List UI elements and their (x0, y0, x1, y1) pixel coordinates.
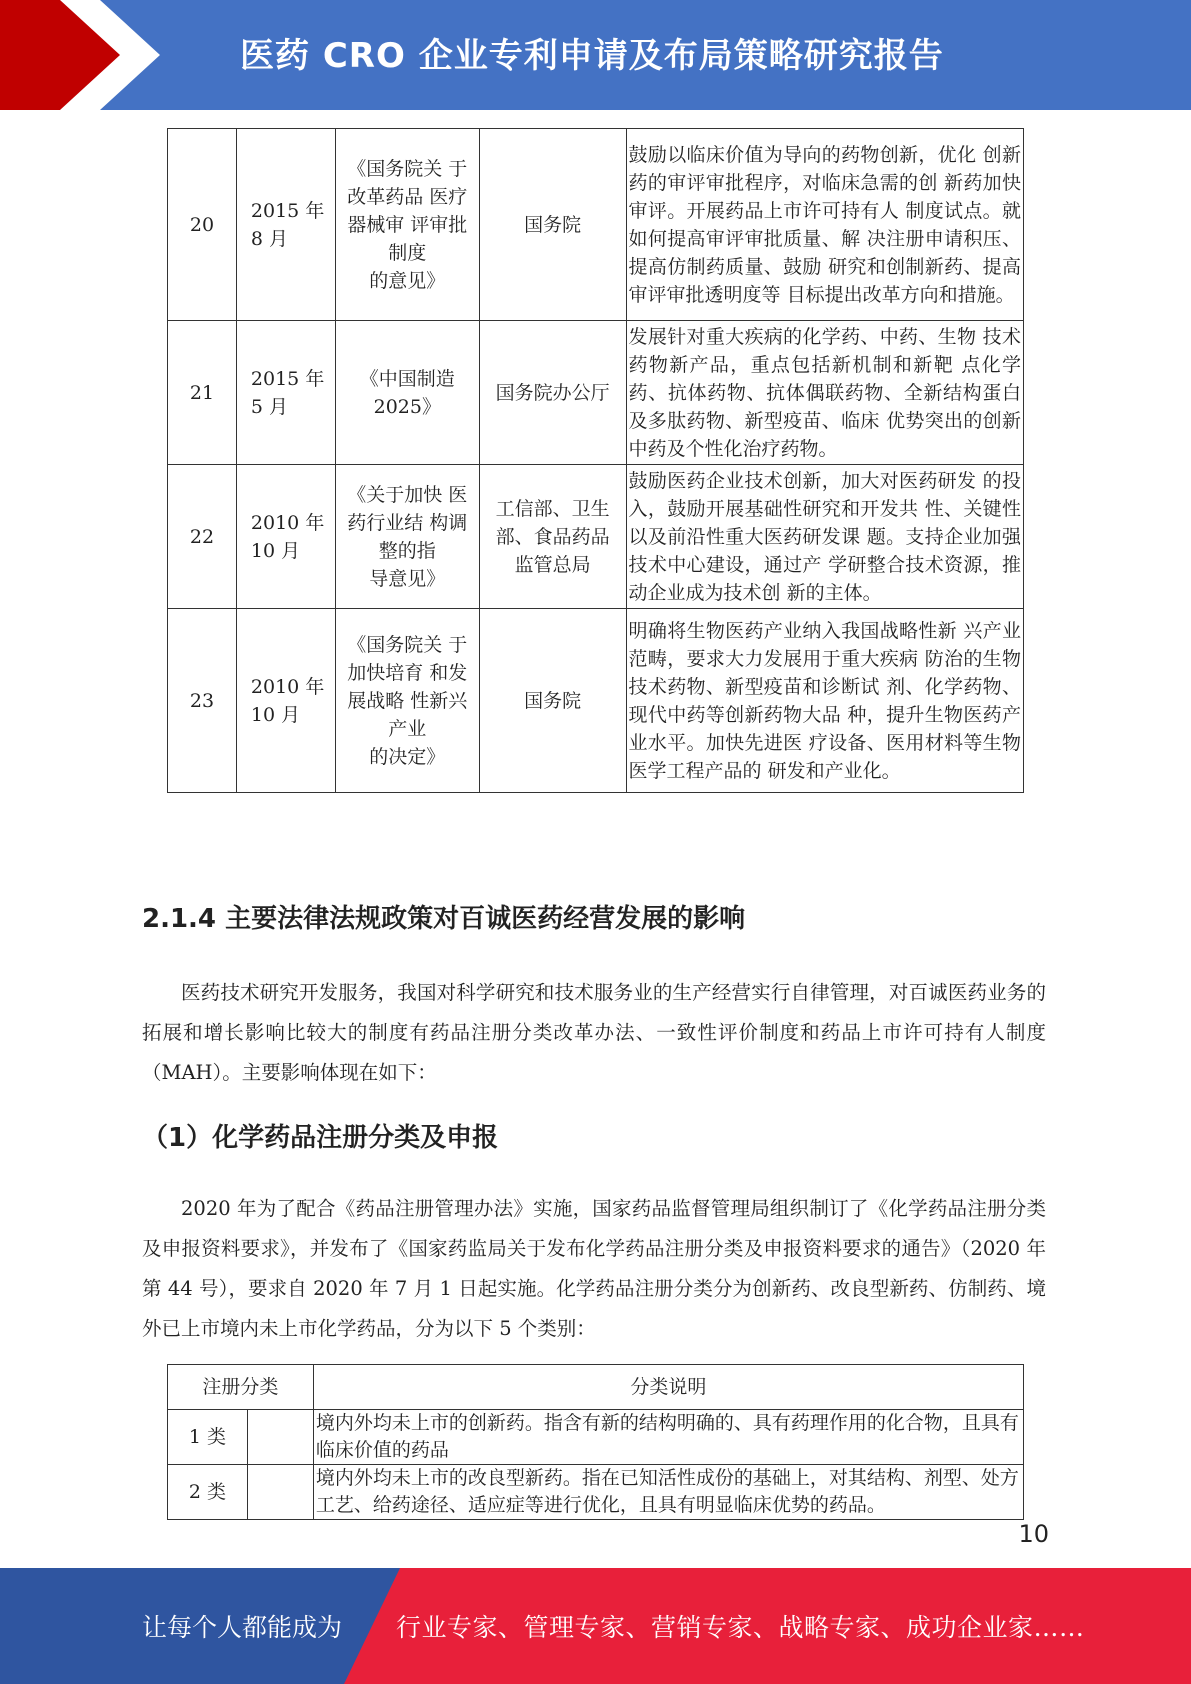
row-policy-name: 《关于加快 医 药行业结 构调 整的指 导意见》 (335, 465, 479, 609)
class-label: 2 类 (168, 1465, 248, 1520)
page-footer (0, 1568, 1191, 1684)
class-label: 1 类 (168, 1410, 248, 1465)
footer-slogan-right: 行业专家、管理专家、营销专家、战略专家、成功企业家…… (396, 1613, 1085, 1642)
section-heading: 2.1.4 主要法律法规政策对百诚医药经营发展的影响 (142, 904, 746, 934)
policy-table (167, 128, 1024, 793)
header-registration-class: 注册分类 (168, 1365, 314, 1410)
class-description: 境内外均未上市的创新药。指含有新的结构明确的、具有药理作用的化合物，且具有临床价值的药品 (313, 1410, 1023, 1465)
row-issuer: 国务院 (479, 609, 626, 793)
row-description: 鼓励医药企业技术创新，加大对医药研发 的投入，鼓励开展基础性研究和开发共 性、关键性以及前沿性重大医药研发课 题。支持企业加强技术中心建设，通过产 学研整合技术资源，推动企业成为技术创 新的主体。 (626, 465, 1023, 609)
row-date: 2010 年 10 月 (236, 465, 335, 609)
subsection-heading: （1）化学药品注册分类及申报 (142, 1123, 499, 1153)
row-description: 鼓励以临床价值为导向的药物创新，优化 创新药的审评审批程序，对临床急需的创 新药加快审评。开展药品上市许可持有人 制度试点。就如何提高审评审批质量、解 决注册申请积压、提高仿制药质量、鼓励 研究和创制新药、提高审评审批透明度等 目标提出改革方向和措施。 (626, 129, 1023, 321)
row-description: 发展针对重大疾病的化学药、中药、生物 技术药物新产品，重点包括新机制和新靶 点化学药、抗体药物、抗体偶联药物、全新结构蛋白及多肽药物、新型疫苗、临床 优势突出的创新中药及个性化治疗药物。 (626, 321, 1023, 465)
header-class-description: 分类说明 (313, 1365, 1023, 1410)
page-header (0, 0, 1191, 110)
table-row (168, 129, 1024, 321)
class-sub (247, 1465, 313, 1520)
row-date: 2015 年 8 月 (236, 129, 335, 321)
row-issuer: 国务院 (479, 129, 626, 321)
table-row (168, 1410, 1024, 1465)
row-date: 2010 年 10 月 (236, 609, 335, 793)
row-number: 22 (168, 465, 237, 609)
table-header-row (168, 1365, 1024, 1410)
table-row (168, 1465, 1024, 1520)
page-number: 10 (1018, 1520, 1049, 1548)
subsection-paragraph: 2020 年为了配合《药品注册管理办法》实施，国家药品监督管理局组织制订了《化学药品注册分类及申报资料要求》，并发布了《国家药监局关于发布化学药品注册分类及申报资料要求的通告》（2020 年第 44 号），要求自 2020 年 7 月 1 日起实施。化学药品注册分类分为创新药、改良型新药、仿制药、境外已上市境内未上市化学药品，分为以下 5 个类别： (142, 1197, 1046, 1340)
row-policy-name: 《国务院关 于 改革药品 医疗 器械审 评审批 制度 的意见》 (335, 129, 479, 321)
footer-slogan-left: 让每个人都能成为 (142, 1613, 343, 1642)
table-row (168, 609, 1024, 793)
class-sub (247, 1410, 313, 1465)
row-description: 明确将生物医药产业纳入我国战略性新 兴产业范畴，要求大力发展用于重大疾病 防治的生物技术药物、新型疫苗和诊断试 剂、化学药物、现代中药等创新药物大品 种，提升生物医药产业水平。加快先进医 疗设备、医用材料等生物医学工程产品的 研发和产业化。 (626, 609, 1023, 793)
classification-table (167, 1364, 1024, 1520)
row-issuer: 国务院办公厅 (479, 321, 626, 465)
row-policy-name: 《国务院关 于 加快培育 和发 展战略 性新兴 产业 的决定》 (335, 609, 479, 793)
section-paragraph: 医药技术研究开发服务，我国对科学研究和技术服务业的生产经营实行自律管理，对百诚医药业务的拓展和增长影响比较大的制度有药品注册分类改革办法、一致性评价制度和药品上市许可持有人制度（MAH）。主要影响体现在如下： (142, 981, 1046, 1084)
row-policy-name: 《中国制造 2025》 (335, 321, 479, 465)
row-number: 23 (168, 609, 237, 793)
row-number: 21 (168, 321, 237, 465)
table-row (168, 321, 1024, 465)
row-number: 20 (168, 129, 237, 321)
row-date: 2015 年 5 月 (236, 321, 335, 465)
table-row (168, 465, 1024, 609)
class-description: 境内外均未上市的改良型新药。指在已知活性成份的基础上，对其结构、剂型、处方工艺、给药途径、适应症等进行优化，且具有明显临床优势的药品。 (313, 1465, 1023, 1520)
row-issuer: 工信部、卫生 部、食品药品 监管总局 (479, 465, 626, 609)
report-title: 医药 CRO 企业专利申请及布局策略研究报告 (240, 36, 944, 76)
